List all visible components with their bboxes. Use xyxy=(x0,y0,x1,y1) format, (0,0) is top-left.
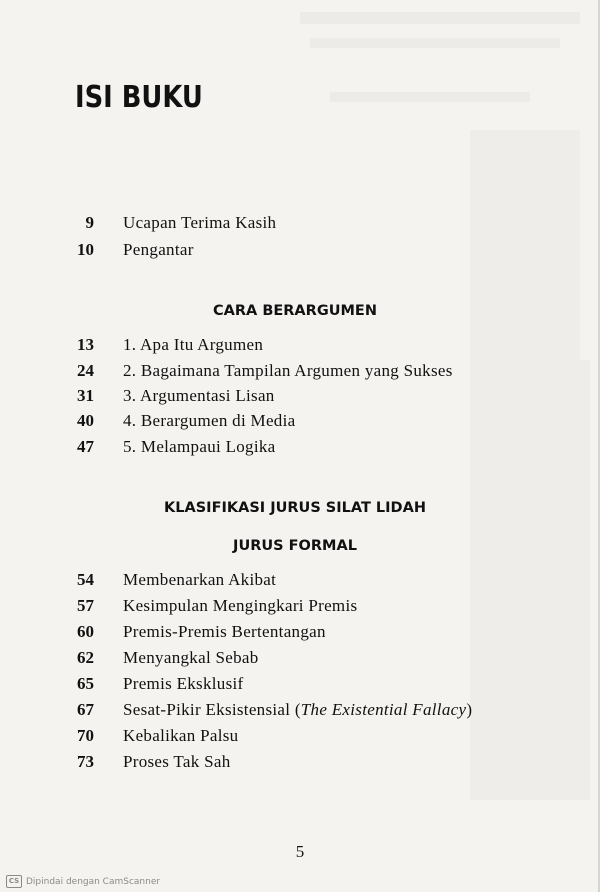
toc-entry-label-main: Sesat-Pikir Eksistensial xyxy=(123,700,291,719)
toc-entry-label: 3. Argumentasi Lisan xyxy=(123,386,275,405)
toc-entry xyxy=(0,411,600,437)
toc-page-number: 47 xyxy=(77,437,94,456)
page-title: ISI BUKU xyxy=(75,80,203,115)
toc-entry xyxy=(0,570,600,596)
toc-entry xyxy=(0,700,600,726)
section-heading: KLASIFIKASI JURUS SILAT LIDAH xyxy=(164,500,426,516)
toc-entry xyxy=(0,726,600,752)
toc-page-number: 60 xyxy=(77,622,94,641)
toc-entry xyxy=(0,648,600,674)
toc-entry-label: Membenarkan Akibat xyxy=(123,570,277,589)
toc-entry xyxy=(0,240,600,266)
toc-page-number: 62 xyxy=(77,648,94,667)
toc-page-number: 40 xyxy=(77,411,94,430)
toc-entry xyxy=(0,596,600,622)
toc-entry xyxy=(0,752,600,778)
page-number: 5 xyxy=(295,842,305,861)
toc-entry-label: Sesat-Pikir Eksistensial (The Existential Fallacy) xyxy=(123,700,473,719)
toc-entry xyxy=(0,335,600,361)
toc-entry-label: Kebalikan Palsu xyxy=(123,726,239,745)
toc-entry-label: Menyangkal Sebab xyxy=(123,648,259,667)
toc-entry xyxy=(0,213,600,239)
toc-entry-label: Proses Tak Sah xyxy=(123,752,231,771)
toc-page-number: 9 xyxy=(85,213,94,232)
toc-page-number: 73 xyxy=(77,752,94,771)
toc-entry-label: Kesimpulan Mengingkari Premis xyxy=(123,596,358,615)
toc-entry-label: Premis Eksklusif xyxy=(123,674,244,693)
toc-page-number: 67 xyxy=(77,700,94,719)
toc-entry-label: 5. Melampaui Logika xyxy=(123,437,276,456)
toc-entry xyxy=(0,361,600,387)
scanner-watermark-text: Dipindai dengan CamScanner xyxy=(26,876,161,887)
toc-entry-label-italic: The Existential Fallacy xyxy=(300,700,467,719)
toc-page-number: 24 xyxy=(77,361,94,380)
toc-entry-label: Ucapan Terima Kasih xyxy=(123,213,277,232)
toc-page-number: 31 xyxy=(77,386,94,405)
toc-page-number: 54 xyxy=(77,570,94,589)
toc-entry-label: 4. Berargumen di Media xyxy=(123,411,296,430)
toc-page-number: 13 xyxy=(77,335,94,354)
camscanner-logo-icon: CS xyxy=(6,875,22,888)
toc-entry xyxy=(0,437,600,463)
toc-page-number: 10 xyxy=(77,240,94,259)
toc-entry-label: 1. Apa Itu Argumen xyxy=(123,335,264,354)
toc-entry xyxy=(0,674,600,700)
toc-entry-label: Pengantar xyxy=(123,240,194,259)
section-heading: CARA BERARGUMEN xyxy=(213,303,377,319)
toc-page-number: 57 xyxy=(77,596,94,615)
subsection-heading: JURUS FORMAL xyxy=(233,538,357,554)
toc-entry-label: Premis-Premis Bertentangan xyxy=(123,622,326,641)
scanner-watermark xyxy=(6,875,160,888)
toc-page-number: 70 xyxy=(77,726,94,745)
toc-page-number: 65 xyxy=(77,674,94,693)
toc-entry-label: 2. Bagaimana Tampilan Argumen yang Sukses xyxy=(123,361,453,380)
toc-entry xyxy=(0,622,600,648)
toc-entry xyxy=(0,386,600,412)
